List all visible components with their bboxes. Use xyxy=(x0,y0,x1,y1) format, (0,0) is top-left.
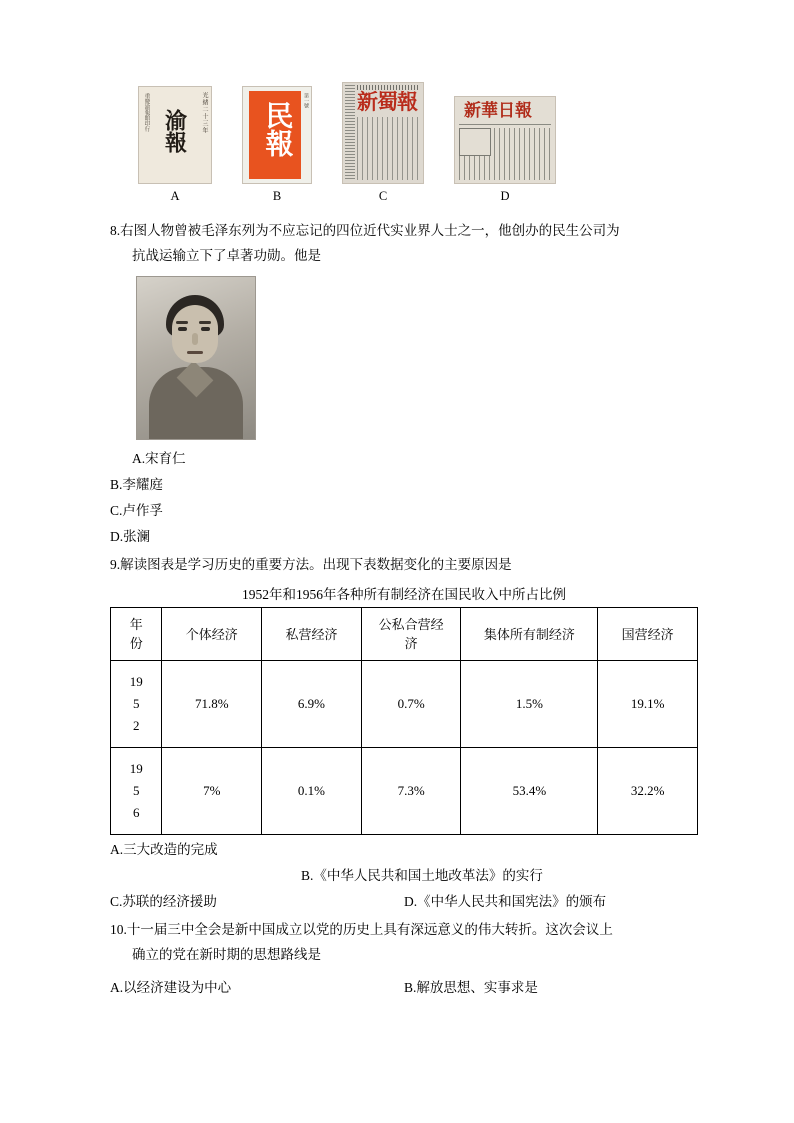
image-label-b: B xyxy=(272,189,282,203)
header-state-economy: 国营经济 xyxy=(598,608,698,661)
image-label-d: D xyxy=(500,189,510,203)
newspaper-image-row xyxy=(138,82,698,204)
row-1952-year xyxy=(111,661,162,748)
min-bao-side-text: 第一號 xyxy=(303,93,308,108)
question-9-options xyxy=(110,837,698,915)
xin-shu-bao-masthead: 新蜀報 xyxy=(357,90,417,114)
header-joint-economy: 公私合营经济 xyxy=(361,608,461,661)
question-10-stem-line-2: 确立的党在新时期的思想路线是 xyxy=(132,947,321,962)
table-header-row xyxy=(111,608,698,661)
xin-shu-bao-image xyxy=(342,82,424,184)
header-individual-economy: 个体经济 xyxy=(162,608,262,661)
q9-option-c[interactable]: C.苏联的经济援助 xyxy=(110,894,217,909)
table-row xyxy=(111,748,698,835)
cell-1952-joint: 0.7% xyxy=(361,661,461,748)
year-part: 19 xyxy=(129,674,143,689)
row-1956-year xyxy=(111,748,162,835)
question-9-data-table xyxy=(110,607,698,835)
cell-1956-private: 0.1% xyxy=(262,748,362,835)
xinhua-ribao-masthead: 新華日報 xyxy=(464,101,532,120)
q10-option-b[interactable]: B.解放思想、实事求是 xyxy=(404,980,538,995)
yu-bao-cover-image xyxy=(138,86,212,184)
question-8-portrait-photo xyxy=(136,276,256,440)
q8-option-c[interactable]: C.卢作孚 xyxy=(110,503,163,518)
cell-1952-collective: 1.5% xyxy=(461,661,598,748)
image-option-c xyxy=(342,82,424,204)
cell-1952-individual: 71.8% xyxy=(162,661,262,748)
q8-option-a[interactable]: A.宋育仁 xyxy=(132,451,186,466)
q8-option-b[interactable]: B.李耀庭 xyxy=(110,477,163,492)
q9-option-d[interactable]: D.《中华人民共和国宪法》的颁布 xyxy=(404,894,607,909)
image-option-d xyxy=(454,96,556,204)
question-8-stem-line-2: 抗战运输立下了卓著功勋。他是 xyxy=(132,248,321,263)
cell-1952-state: 19.1% xyxy=(598,661,698,748)
question-9-table-caption: 1952年和1956年各种所有制经济在国民收入中所占比例 xyxy=(242,587,566,602)
cell-1956-state: 32.2% xyxy=(598,748,698,835)
q10-option-a[interactable]: A.以经济建设为中心 xyxy=(110,980,232,995)
yu-bao-title: 渝報 xyxy=(162,109,188,153)
image-label-a: A xyxy=(170,189,180,203)
question-8-stem-line-1: 8.右图人物曾被毛泽东列为不应忘记的四位近代实业界人士之一，他创办的民生公司为 xyxy=(110,223,620,238)
year-part: 5 xyxy=(132,783,140,798)
table-row xyxy=(111,661,698,748)
q9-option-a[interactable]: A.三大改造的完成 xyxy=(110,842,218,857)
year-part: 19 xyxy=(129,761,143,776)
min-bao-title: 民報 xyxy=(261,101,293,157)
cell-1956-individual: 7% xyxy=(162,748,262,835)
question-8-options xyxy=(110,446,698,550)
year-part: 5 xyxy=(132,696,140,711)
year-part: 2 xyxy=(132,718,140,733)
cell-1956-joint: 7.3% xyxy=(361,748,461,835)
yu-bao-side-text-right: 光緒二十三年 xyxy=(201,92,207,134)
yu-bao-side-text-left: 重慶渝報館印行 xyxy=(143,93,150,132)
question-9-stem: 9.解读图表是学习历史的重要方法。出现下表数据变化的主要原因是 xyxy=(110,557,512,572)
q8-option-d[interactable]: D.张澜 xyxy=(110,529,151,544)
image-label-c: C xyxy=(378,189,388,203)
year-part: 6 xyxy=(132,805,140,820)
xinhua-ribao-image xyxy=(454,96,556,184)
cell-1956-collective: 53.4% xyxy=(461,748,598,835)
header-private-economy: 私营经济 xyxy=(262,608,362,661)
image-option-a xyxy=(138,86,212,204)
min-bao-cover-image xyxy=(242,86,312,184)
cell-1952-private: 6.9% xyxy=(262,661,362,748)
question-10-options xyxy=(110,975,698,1001)
q9-option-b[interactable]: B.《中华人民共和国土地改革法》的实行 xyxy=(301,868,543,883)
question-10-stem-line-1: 10.十一届三中全会是新中国成立以党的历史上具有深远意义的伟大转折。这次会议上 xyxy=(110,922,613,937)
image-option-b xyxy=(242,86,312,204)
header-collective-economy: 集体所有制经济 xyxy=(461,608,598,661)
header-year: 年份 xyxy=(111,608,162,661)
